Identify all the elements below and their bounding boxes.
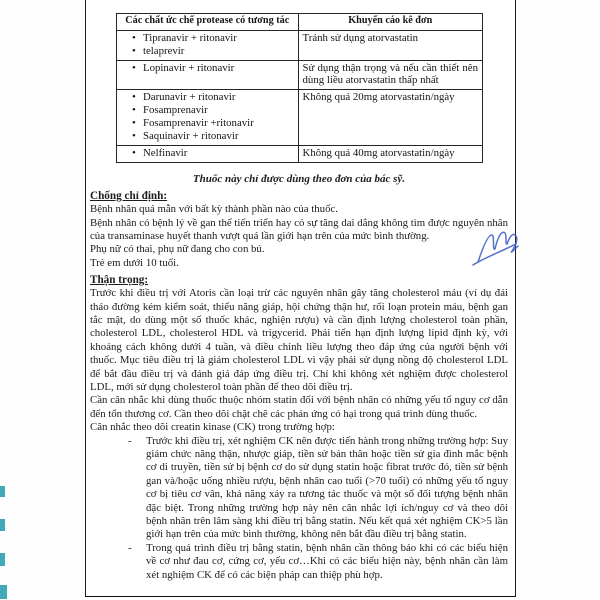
edge-mark — [0, 486, 5, 497]
table-header-recommendation: Khuyến cáo kê đơn — [298, 14, 482, 31]
drug-item: • Fosamprenavir — [132, 104, 294, 117]
drug-list — [121, 32, 294, 58]
drug-item: • Saquinavir + ritonavir — [132, 130, 294, 143]
ck-bullet-list — [90, 435, 508, 582]
table-header-row — [117, 14, 483, 31]
paragraph: Trẻ em dưới 10 tuổi. — [90, 256, 179, 269]
edge-mark — [0, 519, 5, 531]
table-row — [117, 146, 483, 163]
drug-item: • Tipranavir + ritonavir — [132, 32, 294, 45]
prescription-note: Thuốc này chỉ được dùng theo đơn của bác sỹ. — [192, 173, 406, 186]
paragraph: Phụ nữ có thai, phụ nữ đang cho con bú. — [90, 243, 265, 256]
table-row — [117, 30, 483, 60]
drug-item: • Darunavir + ritonavir — [132, 91, 294, 104]
paragraph: Cần cân nhắc khi dùng thuốc thuộc nhóm statin đối với bệnh nhân có những yếu tố nguy cơ dẫn đến tổn thương cơ. Cần theo dõi chặt chẽ các phản ứng có hại trong quá trình dùng thuốc. — [90, 394, 508, 420]
drug-list — [121, 62, 294, 75]
edge-mark — [0, 585, 7, 599]
document-content — [86, 0, 515, 582]
signature-scribble — [470, 224, 522, 270]
contraindications-heading: Chống chỉ định: — [90, 190, 168, 203]
interaction-table — [116, 13, 483, 163]
paragraph: Bệnh nhân quá mẫn với bất kỳ thành phần nào của thuốc. — [90, 203, 338, 216]
drug-item: • Nelfinavir — [132, 147, 294, 160]
table-row — [117, 60, 483, 90]
ck-intro: Cân nhắc theo dõi creatin kinase (CK) trong trường hợp: — [90, 421, 335, 434]
edge-mark — [0, 553, 5, 566]
paragraph: Trước khi điều trị với Atoris cần loại trừ các nguyên nhân gây tăng cholesterol máu (ví dụ đái tháo đường kém kiểm soát, thiểu năng giáp, hội chứng thận hư, rối loạn protein máu, bệnh gan tắc mật, do dùng một số thuốc khác, nghiện rượu) và cần định lượng cholesterol toàn phần, cholesterol LDL, cholesterol HDL và trigycerid. Phải tiến hạn định lượng lipid định kỳ, với khoảng cách không dưới 4 tuần, và điều chỉnh liều lượng theo đáp ứng của người bệnh với thuốc. Mục tiêu điều trị là giảm cholesterol LDL vì vậy phải sử dụng nồng độ cholesterol LDL để bắt đầu điều trị và đánh giá đáp ứng điều trị. Chỉ khi không xét nghiệm được cholesterol LDL, mới sử dụng cholesterol toàn phần để theo dõi điều trị. — [90, 287, 508, 393]
recommendation-cell: Tránh sử dụng atorvastatin — [298, 30, 482, 60]
ck-item: - Trước khi điều trị, xét nghiệm CK nên được tiến hành trong những trường hợp: Suy giảm chức năng thận, nhược giáp, tiền sử bản thân hoặc tiền sử gia đình mắc bệnh cơ di truyền, tiền sử bị bệnh cơ do sử dụng statin hoặc fibrat trước đó, tiền sử bệnh gan và/hoặc uống nhiều rượu, bệnh nhân cao tuổi (>70 tuổi) có những yếu tố nguy cơ bị tiêu cơ vân, khả năng xảy ra tương tác thuốc và một số đối tượng bệnh nhân đặc biệt. Trong những trường hợp này nên cân nhắc lợi ích/nguy cơ và theo dõi bệnh nhân trên lâm sàng khi điều trị bằng statin. Nếu kết quả xét nghiệm CK>5 lần giới hạn trên của mức bình thường, không nên bắt đầu điều trị bằng statin. — [126, 435, 508, 542]
drug-item: • telaprevir — [132, 45, 294, 58]
ck-item: - Trong quá trình điều trị bằng statin, bệnh nhân cần thông báo khi có các biểu hiện về cơ như đau cơ, cứng cơ, yếu cơ…Khi có các biểu hiện này, bệnh nhân cần làm xét nghiệm CK để có các biện pháp can thiệp phù hợp. — [126, 542, 508, 582]
paragraph: Bệnh nhân có bệnh lý về gan thể tiến triển hay có sự tăng dai dẳng không tìm được nguyên nhân của transaminase huyết thanh vượt quá lần giới hạn trên của mức bình thường. — [90, 216, 508, 242]
drug-item: • Fosamprenavir +ritonavir — [132, 117, 294, 130]
recommendation-cell: Không quá 20mg atorvastatin/ngày — [298, 90, 482, 146]
table-row — [117, 90, 483, 146]
drug-item: • Lopinavir + ritonavir — [132, 62, 294, 75]
precautions-heading: Thận trọng: — [90, 274, 149, 287]
recommendation-cell: Sử dụng thận trọng và nếu cần thiết nên dùng liều atorvastatin thấp nhất — [298, 60, 482, 90]
drug-list — [121, 147, 294, 160]
table-header-protease: Các chất ức chế protease có tương tác — [117, 14, 299, 31]
drug-list — [121, 91, 294, 143]
recommendation-cell: Không quá 40mg atorvastatin/ngày — [298, 146, 482, 163]
page-border-frame — [85, 0, 516, 597]
